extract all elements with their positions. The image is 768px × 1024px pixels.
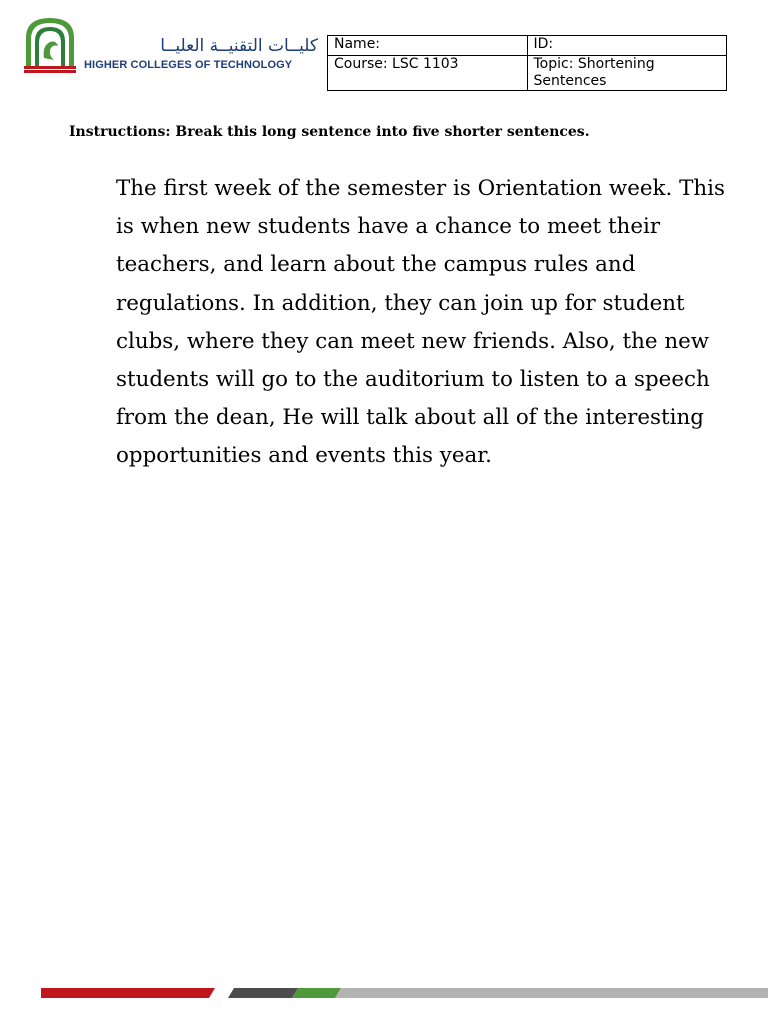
topic-cell: Topic: Shortening Sentences (527, 56, 727, 91)
student-info-table (327, 35, 727, 91)
footer-lightgray-segment (335, 988, 768, 998)
footer-green-segment (292, 988, 341, 998)
name-field[interactable]: Name: (328, 36, 528, 56)
hct-logo (22, 16, 318, 76)
id-field[interactable]: ID: (527, 36, 727, 56)
hct-emblem-icon (22, 16, 78, 74)
logo-arabic-name: كليــات التقنيــة العليــا (160, 36, 318, 56)
table-row (328, 56, 727, 91)
logo-english-name: HIGHER COLLEGES OF TECHNOLOGY (84, 59, 293, 71)
footer-red-segment (41, 988, 215, 998)
passage-paragraph: The first week of the semester is Orientation week. This is when new students have a chance to meet their teachers, and learn about the campus rules and regulations. In addition, they can join up for student clubs, where they can meet new friends. Also, the new students will go to the auditorium to listen to a speech from the dean, He will talk about all of the interesting opportunities and events this year. (116, 176, 725, 469)
footer-darkgray-segment (228, 988, 298, 998)
table-row (328, 36, 727, 56)
instructions-text: Instructions: Break this long sentence into five shorter sentences. (69, 124, 590, 140)
course-cell: Course: LSC 1103 (328, 56, 528, 91)
footer-color-bar (41, 987, 768, 999)
